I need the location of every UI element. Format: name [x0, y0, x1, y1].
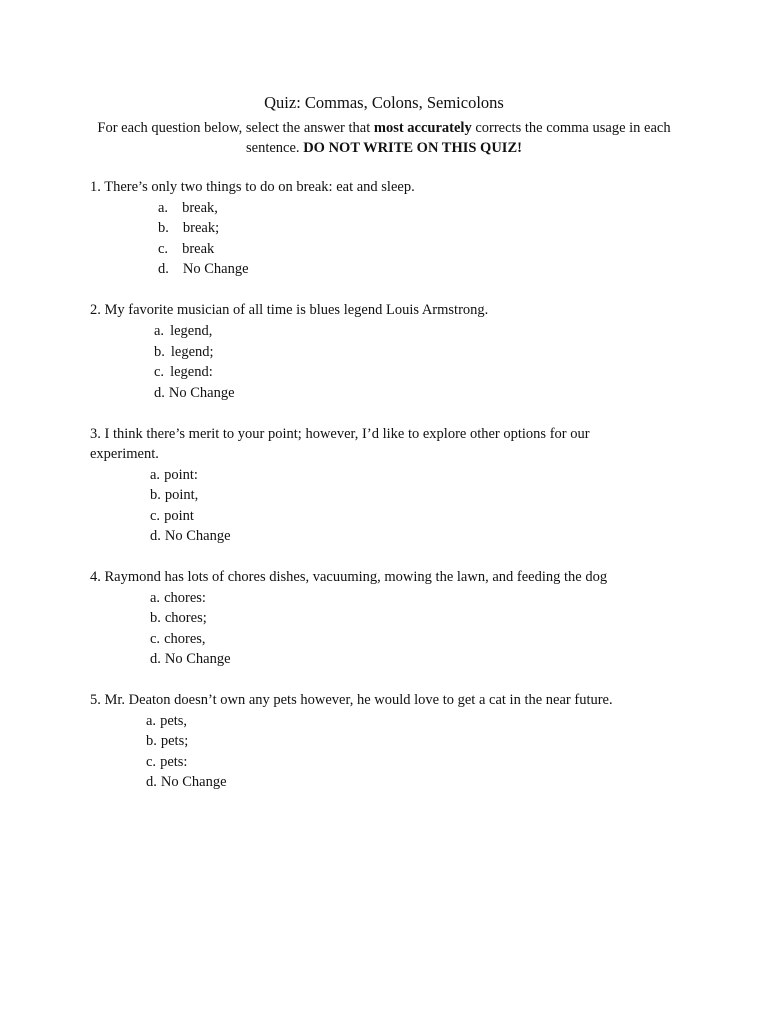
option-text: point,	[164, 487, 199, 503]
option-text: point	[164, 508, 194, 524]
option-text: pets,	[160, 713, 188, 729]
option-letter: d.	[150, 528, 161, 544]
question-5-option-a[interactable]	[146, 711, 187, 731]
option-letter: c.	[154, 364, 165, 380]
option-text: point:	[164, 467, 198, 483]
option-letter: b.	[150, 610, 161, 626]
question-2-option-c[interactable]	[154, 362, 213, 382]
question-2-option-a[interactable]	[154, 321, 212, 341]
question-5-text: 5. Mr. Deaton doesn’t own any pets however, he would love to get a cat in the near future.	[90, 692, 613, 708]
question-4-option-a[interactable]	[150, 588, 206, 608]
question-1-option-a[interactable]	[158, 198, 218, 218]
option-letter: d.	[150, 651, 161, 667]
option-text: No Change	[164, 651, 231, 667]
option-letter: c.	[158, 241, 169, 257]
question-3-option-b[interactable]	[150, 485, 198, 505]
option-text: chores;	[164, 610, 207, 626]
question-1-option-b[interactable]	[158, 218, 219, 238]
option-text: break;	[182, 220, 220, 236]
option-letter: c.	[146, 754, 157, 770]
option-text: break	[182, 241, 215, 257]
option-text: legend;	[170, 344, 214, 360]
question-3-text-line-1: 3. I think there’s merit to your point; however, I’d like to explore other options for our	[90, 426, 590, 442]
question-2-option-d[interactable]	[154, 383, 235, 403]
question-1-option-c[interactable]	[158, 239, 214, 259]
question-4-option-b[interactable]	[150, 608, 207, 628]
question-4-text: 4. Raymond has lots of chores dishes, vacuuming, mowing the lawn, and feeding the dog	[90, 569, 608, 585]
question-4-option-d[interactable]	[150, 649, 231, 669]
instructions-warning: DO NOT WRITE ON THIS QUIZ!	[303, 140, 522, 156]
question-5-option-b[interactable]	[146, 731, 188, 751]
question-5-option-c[interactable]	[146, 752, 187, 772]
option-text: No Change	[160, 774, 227, 790]
option-letter: a.	[158, 200, 169, 216]
question-1-text: 1. There’s only two things to do on break: eat and sleep.	[90, 179, 415, 195]
option-letter: a.	[150, 590, 161, 606]
option-text: No Change	[168, 385, 235, 401]
question-3-text-line-2: experiment.	[90, 446, 159, 462]
option-text: chores,	[164, 631, 206, 647]
question-2-text: 2. My favorite musician of all time is blues legend Louis Armstrong.	[90, 302, 489, 318]
option-letter: a.	[154, 323, 165, 339]
option-letter: d.	[154, 385, 165, 401]
option-letter: b.	[146, 733, 157, 749]
option-text: pets;	[160, 733, 189, 749]
option-text: pets:	[160, 754, 188, 770]
option-letter: d.	[146, 774, 157, 790]
option-letter: d.	[158, 261, 169, 277]
question-5-option-d[interactable]	[146, 772, 227, 792]
option-letter: c.	[150, 508, 161, 524]
option-text: chores:	[164, 590, 206, 606]
option-text: legend,	[170, 323, 213, 339]
question-1-option-d[interactable]	[158, 259, 249, 279]
question-2-option-b[interactable]	[154, 342, 214, 362]
option-letter: b.	[158, 220, 169, 236]
question-3-option-c[interactable]	[150, 506, 194, 526]
option-text: No Change	[164, 528, 231, 544]
option-letter: a.	[150, 467, 161, 483]
option-text: break,	[182, 200, 218, 216]
option-letter: b.	[154, 344, 165, 360]
question-3-option-a[interactable]	[150, 465, 198, 485]
option-text: No Change	[182, 261, 249, 277]
quiz-title: Quiz: Commas, Colons, Semicolons	[264, 93, 504, 112]
option-letter: b.	[150, 487, 161, 503]
option-letter: c.	[150, 631, 161, 647]
option-letter: a.	[146, 713, 157, 729]
question-3-option-d[interactable]	[150, 526, 231, 546]
question-4-option-c[interactable]	[150, 629, 206, 649]
instructions-text-1: For each question below, select the answer that	[97, 120, 374, 136]
instructions-text-2: corrects the comma usage in each sentence.	[246, 120, 671, 156]
instructions-emphasis-1: most accurately	[373, 120, 472, 136]
quiz-instructions	[90, 118, 678, 158]
option-text: legend:	[170, 364, 213, 380]
